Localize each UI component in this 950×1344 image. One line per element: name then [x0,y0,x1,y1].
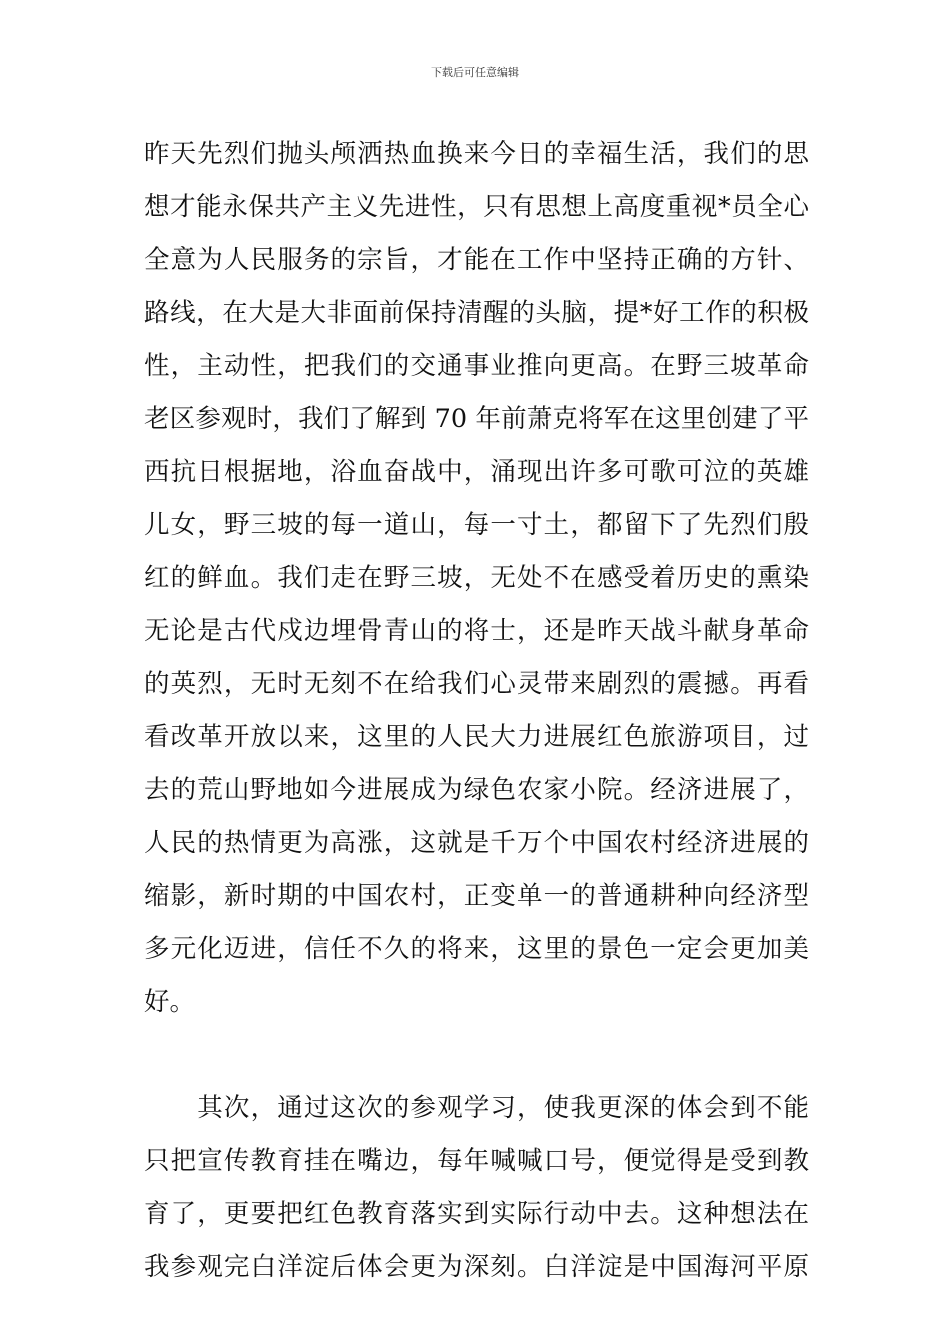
text-line: 路线，在大是大非面前保持清醒的头脑，提*好工作的积极 [144,298,809,328]
text-line: 好。 [144,987,196,1017]
text-line: 想才能永保共产主义先进性，只有思想上高度重视*员全心 [144,192,809,222]
text-line: 人民的热情更为高涨，这就是千万个中国农村经济进展的 [144,828,809,858]
document-body [144,128,809,1294]
text-line: 育了，更要把红色教育落实到实际行动中去。这种想法在 [144,1199,809,1229]
text-line: 儿女，野三坡的每一道山，每一寸土，都留下了先烈们殷 [144,510,809,540]
text-line: 西抗日根据地，浴血奋战中，涌现出许多可歌可泣的英雄 [144,457,809,487]
text-line: 老区参观时，我们了解到 70 年前萧克将军在这里创建了平 [144,404,809,434]
text-line: 全意为人民服务的宗旨，才能在工作中坚持正确的方针、 [144,245,809,275]
text-line: 多元化迈进，信任不久的将来，这里的景色一定会更加美 [144,934,809,964]
text-line: 性，主动性，把我们的交通事业推向更高。在野三坡革命 [144,351,809,381]
paragraph-2 [144,1082,809,1294]
text-line: 红的鲜血。我们走在野三坡，无处不在感受着历史的熏染 [144,563,809,593]
paragraph-1 [144,128,809,1029]
text-line: 去的荒山野地如今进展成为绿色农家小院。经济进展了， [144,775,809,805]
text-line: 其次，通过这次的参观学习，使我更深的体会到不能 [144,1093,809,1123]
text-line: 无论是古代戍边埋骨青山的将士，还是昨天战斗献身革命 [144,616,809,646]
page-header: 下载后可任意编辑 [431,66,519,79]
text-line: 只把宣传教育挂在嘴边，每年喊喊口号，便觉得是受到教 [144,1146,809,1176]
text-line: 昨天先烈们抛头颅洒热血换来今日的幸福生活，我们的思 [144,139,809,169]
text-line: 我参观完白洋淀后体会更为深刻。白洋淀是中国海河平原 [144,1252,809,1282]
text-line: 的英烈，无时无刻不在给我们心灵带来剧烈的震撼。再看 [144,669,809,699]
text-line: 看改革开放以来，这里的人民大力进展红色旅游项目，过 [144,722,809,752]
text-line: 缩影，新时期的中国农村，正变单一的普通耕种向经济型 [144,881,809,911]
paragraph-gap [144,1029,809,1082]
